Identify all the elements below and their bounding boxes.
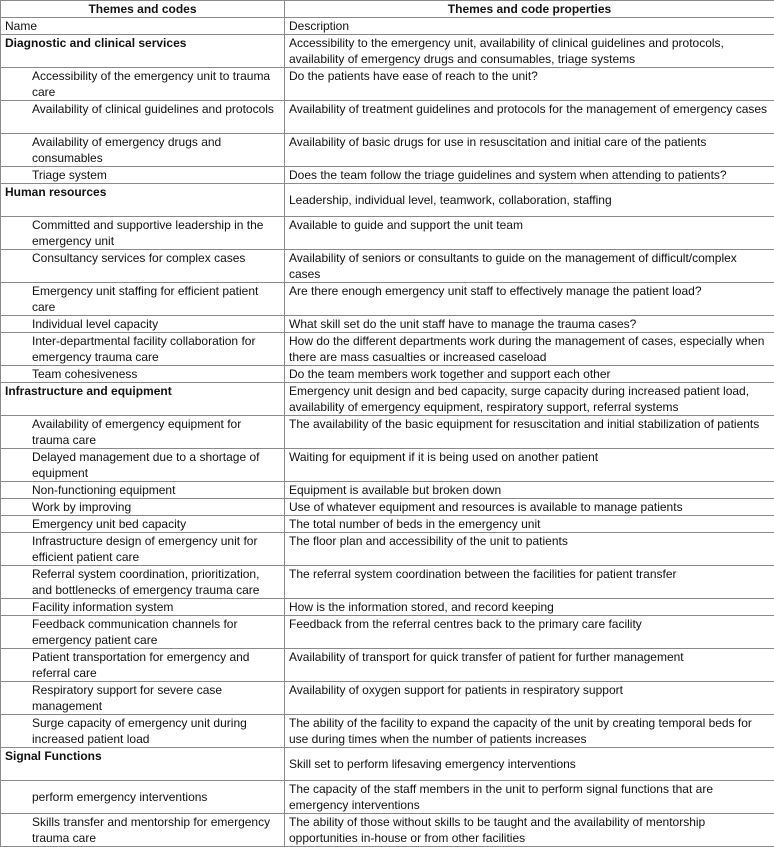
code-name: Surge capacity of emergency unit during increased patient load — [1, 715, 285, 748]
code-name: Respiratory support for severe case management — [1, 682, 285, 715]
theme-row — [1, 383, 774, 416]
code-description: Do the team members work together and support each other — [285, 366, 774, 383]
code-description: Available to guide and support the unit team — [285, 217, 774, 250]
code-row — [1, 649, 774, 682]
theme-name: Signal Functions — [1, 748, 285, 781]
theme-row — [1, 748, 774, 781]
code-row — [1, 449, 774, 482]
theme-name: Infrastructure and equipment — [1, 383, 285, 416]
code-name: Facility information system — [1, 599, 285, 616]
theme-description: Skill set to perform lifesaving emergency interventions — [285, 748, 774, 781]
code-row — [1, 516, 774, 533]
theme-description: Emergency unit design and bed capacity, surge capacity during increased patient load, availability of emergency equipment, respiratory support, referral systems — [285, 383, 774, 416]
code-name: Work by improving — [1, 499, 285, 516]
code-name: Patient transportation for emergency and referral care — [1, 649, 285, 682]
code-description: Use of whatever equipment and resources is available to manage patients — [285, 499, 774, 516]
code-row — [1, 499, 774, 516]
code-name: Skills transfer and mentorship for emergency trauma care — [1, 814, 285, 847]
code-description: The total number of beds in the emergency unit — [285, 516, 774, 533]
code-description: Does the team follow the triage guidelines and system when attending to patients? — [285, 167, 774, 184]
code-row — [1, 217, 774, 250]
code-name: Triage system — [1, 167, 285, 184]
code-description: Feedback from the referral centres back to the primary care facility — [285, 616, 774, 649]
code-name: Non-functioning equipment — [1, 482, 285, 499]
code-description: Availability of basic drugs for use in resuscitation and initial care of the patients — [285, 134, 774, 167]
code-row — [1, 134, 774, 167]
code-name: Referral system coordination, prioritization, and bottlenecks of emergency trauma care — [1, 566, 285, 599]
header-row — [1, 1, 774, 18]
code-row — [1, 68, 774, 101]
theme-row — [1, 184, 774, 217]
code-description: How is the information stored, and record keeping — [285, 599, 774, 616]
subheader-name: Name — [1, 18, 285, 35]
header-themes-and-code-properties: Themes and code properties — [285, 1, 774, 18]
subheader-row — [1, 18, 774, 35]
code-description: The ability of the facility to expand the capacity of the unit by creating temporal beds for use during times when the number of patients increases — [285, 715, 774, 748]
code-name: Individual level capacity — [1, 316, 285, 333]
code-name: Infrastructure design of emergency unit for efficient patient care — [1, 533, 285, 566]
code-row — [1, 566, 774, 599]
code-description: Availability of seniors or consultants to guide on the management of difficult/complex cases — [285, 250, 774, 283]
header-themes-and-codes: Themes and codes — [1, 1, 285, 18]
code-row — [1, 682, 774, 715]
code-name: Availability of emergency drugs and consumables — [1, 134, 285, 167]
code-description: Waiting for equipment if it is being used on another patient — [285, 449, 774, 482]
code-row — [1, 167, 774, 184]
code-row — [1, 333, 774, 366]
code-row — [1, 101, 774, 134]
code-name: Team cohesiveness — [1, 366, 285, 383]
code-description: What skill set do the unit staff have to manage the trauma cases? — [285, 316, 774, 333]
code-description: The availability of the basic equipment for resuscitation and initial stabilization of patients — [285, 416, 774, 449]
code-row — [1, 533, 774, 566]
code-row — [1, 599, 774, 616]
code-name: perform emergency interventions — [1, 781, 285, 814]
theme-row — [1, 35, 774, 68]
code-description: How do the different departments work during the management of cases, especially when there are mass casualties or increased caseload — [285, 333, 774, 366]
code-row — [1, 250, 774, 283]
code-description: Availability of transport for quick transfer of patient for further management — [285, 649, 774, 682]
code-row — [1, 416, 774, 449]
theme-description: Accessibility to the emergency unit, availability of clinical guidelines and protocols, availability of emergency drugs and consumables, triage systems — [285, 35, 774, 68]
code-name: Emergency unit bed capacity — [1, 516, 285, 533]
code-description: The ability of those without skills to be taught and the availability of mentorship opportunities in-house or from other facilities — [285, 814, 774, 847]
code-description: Availability of oxygen support for patients in respiratory support — [285, 682, 774, 715]
code-description: Equipment is available but broken down — [285, 482, 774, 499]
theme-name: Diagnostic and clinical services — [1, 35, 285, 68]
code-name: Availability of emergency equipment for trauma care — [1, 416, 285, 449]
theme-name: Human resources — [1, 184, 285, 217]
code-description: Do the patients have ease of reach to the unit? — [285, 68, 774, 101]
code-description: The referral system coordination between the facilities for patient transfer — [285, 566, 774, 599]
code-name: Consultancy services for complex cases — [1, 250, 285, 283]
code-row — [1, 715, 774, 748]
code-name: Feedback communication channels for emergency patient care — [1, 616, 285, 649]
code-description: The capacity of the staff members in the unit to perform signal functions that are emergency interventions — [285, 781, 774, 814]
code-row — [1, 781, 774, 814]
subheader-description: Description — [285, 18, 774, 35]
code-description: The floor plan and accessibility of the unit to patients — [285, 533, 774, 566]
code-name: Delayed management due to a shortage of equipment — [1, 449, 285, 482]
code-row — [1, 482, 774, 499]
theme-description: Leadership, individual level, teamwork, collaboration, staffing — [285, 184, 774, 217]
code-description: Are there enough emergency unit staff to effectively manage the patient load? — [285, 283, 774, 316]
code-name: Availability of clinical guidelines and protocols — [1, 101, 285, 134]
code-row — [1, 283, 774, 316]
code-row — [1, 616, 774, 649]
code-name: Committed and supportive leadership in the emergency unit — [1, 217, 285, 250]
code-name: Emergency unit staffing for efficient patient care — [1, 283, 285, 316]
code-name: Inter-departmental facility collaboration for emergency trauma care — [1, 333, 285, 366]
code-description: Availability of treatment guidelines and protocols for the management of emergency cases — [285, 101, 774, 134]
code-name: Accessibility of the emergency unit to trauma care — [1, 68, 285, 101]
code-row — [1, 316, 774, 333]
code-row — [1, 366, 774, 383]
